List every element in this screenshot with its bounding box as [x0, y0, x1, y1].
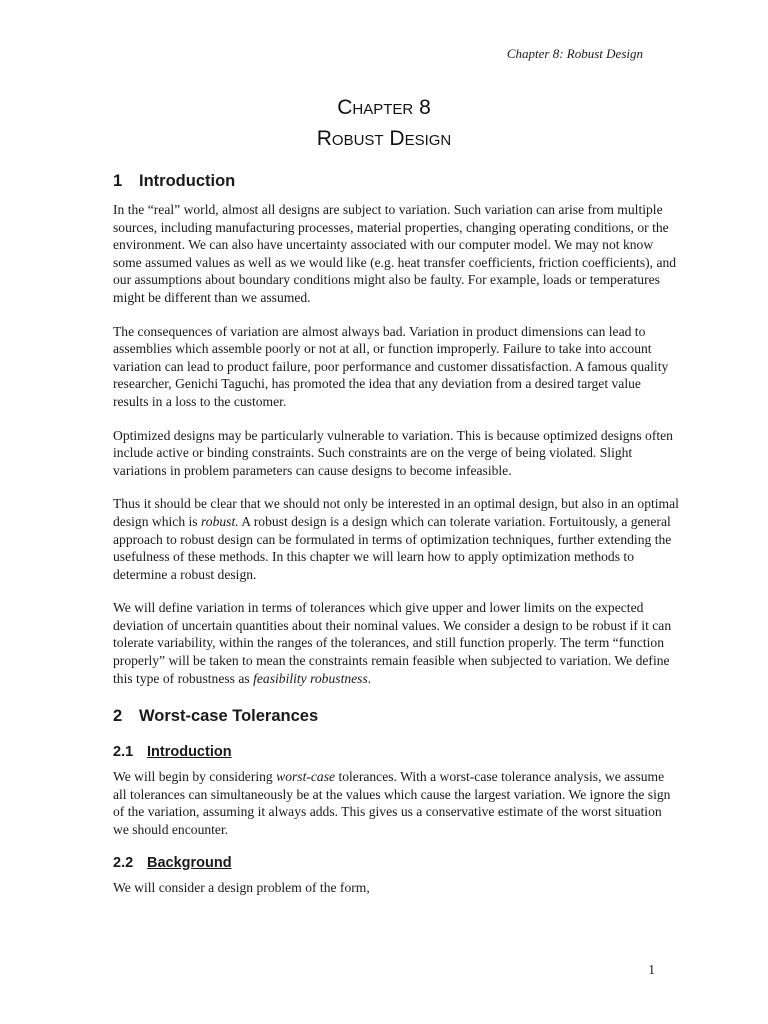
paragraph [113, 495, 679, 583]
paragraph: We will consider a design problem of the form, [113, 879, 370, 895]
text-run: We will begin by considering [113, 769, 277, 785]
chapter-number-title: Chapter 8 [337, 96, 431, 119]
running-header: Chapter 8: Robust Design [506, 46, 643, 61]
subsection-2-2-heading [113, 855, 679, 871]
emphasis: worst-case [276, 769, 336, 785]
paragraph: In the “real” world, almost all designs are subject to variation. Such variation can arise from multiple sources, including manufacturing processes, material properties, changing operating conditions, or the environment. We can also have uncertainty associated with our computer model. We may not know some assumed values as well as we would like (e.g. heat transfer coefficients, friction coefficients), and our assumptions about boundary conditions might also be faulty. For example, loads or temperatures might be different than we assumed. [113, 202, 677, 305]
paragraph: Optimized designs may be particularly vulnerable to variation. This is because optimized designs often include active or binding constraints. Such constraints are on the verge of being violated. Slight variations in problem parameters can cause designs to become infeasible. [113, 427, 673, 478]
text-run: We will define variation in terms of tolerances which give upper and lower limits on the expected deviation of uncertain quantities about their nominal values. We consider a design to be robust if it can tolerate variability, within the ranges of the tolerances, and still function properly. The term “function properly” will be taken to mean the constraints remain feasible when subjected to variation. We define this type of robustness as [113, 600, 672, 686]
emphasis: robust. [200, 513, 239, 529]
text-run: . [367, 670, 372, 686]
emphasis: feasibility robustness [253, 670, 368, 686]
section-number: 2 [113, 707, 123, 726]
section-1-heading [113, 172, 679, 191]
subsection-title: Background [147, 854, 232, 871]
chapter-name-title: Robust Design [316, 127, 452, 150]
text-run: tolerances. With a worst-case tolerance analysis, we assume all tolerances can simultaneously be at the values which cause the largest variation. We ignore the sign of the variation, assuming it always adds. This gives us a conservative estimate of the worst situation we should encounter. [113, 769, 671, 838]
section-2-heading [113, 707, 679, 726]
text-run: A robust design is a design which can tolerate variation. Fortuitously, a general approach to robust design can be formulated in terms of optimization techniques, further extending the usefulness of these methods. In this chapter we will learn how to apply optimization methods to determine a robust design. [113, 513, 672, 582]
page-number: 1 [648, 962, 655, 977]
paragraph [113, 768, 679, 838]
section-title: Introduction [139, 172, 236, 190]
section-number: 1 [113, 172, 123, 190]
subsection-number: 2.1 [113, 744, 134, 761]
paragraph: The consequences of variation are almost always bad. Variation in product dimensions can lead to assemblies which assemble poorly or not at all, or function improperly. Failure to take into account variation can lead to product failure, poor performance and customer dissatisfaction. A famous quality researcher, Genichi Taguchi, has promoted the idea that any deviation from a desired target value results in a loss to the customer. [113, 323, 669, 409]
subsection-2-1-heading [113, 744, 679, 760]
subsection-title: Introduction [147, 744, 232, 761]
paragraph [113, 599, 679, 687]
body-content [113, 172, 679, 912]
subsection-number: 2.2 [113, 854, 134, 871]
text-run: Thus it should be clear that we should not only be interested in an optimal design, but also in an optimal design which is [113, 496, 679, 529]
section-title: Worst-case Tolerances [139, 707, 319, 726]
